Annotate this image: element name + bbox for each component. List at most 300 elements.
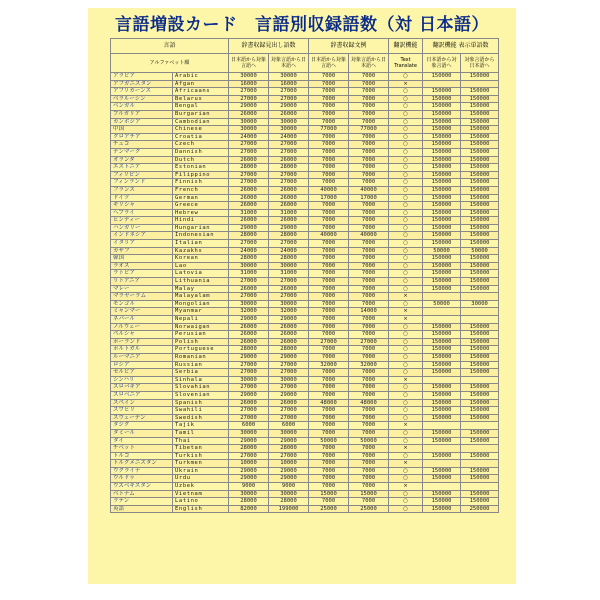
dict-examples-ja-to-target: 77000	[309, 126, 349, 134]
language-name-jp: オランダ	[111, 156, 173, 164]
language-name-en: Hebrew	[173, 209, 229, 217]
language-name-jp: ドイツ	[111, 194, 173, 202]
language-name-en: Turkmen	[173, 460, 229, 468]
language-name-jp: ヘブライ	[111, 209, 173, 217]
header-dict-headwords: 辞書収録見出し語数	[229, 39, 309, 54]
dict-headwords-target-to-ja: 27000	[269, 361, 309, 369]
table-row	[111, 118, 499, 126]
dict-examples-target-to-ja: 7000	[349, 422, 389, 430]
language-name-jp: スワヒリ	[111, 407, 173, 415]
dict-examples-ja-to-target: 7000	[309, 202, 349, 210]
dict-headwords-ja-to-target: 26000	[229, 194, 269, 202]
dict-examples-target-to-ja: 14000	[349, 308, 389, 316]
dict-examples-target-to-ja: 7000	[349, 262, 389, 270]
dict-examples-target-to-ja: 7000	[349, 110, 389, 118]
table-row	[111, 202, 499, 210]
dict-headwords-ja-to-target: 29000	[229, 475, 269, 483]
display-words-target-to-ja: 150000	[461, 331, 499, 339]
display-words-target-to-ja: 150000	[461, 126, 499, 134]
display-words-target-to-ja: 150000	[461, 407, 499, 415]
language-name-jp: ウルドゥ	[111, 475, 173, 483]
dict-headwords-ja-to-target: 26000	[229, 110, 269, 118]
dict-examples-target-to-ja: 7000	[349, 224, 389, 232]
language-name-en: Serbia	[173, 369, 229, 377]
dict-examples-target-to-ja: 7000	[349, 278, 389, 286]
dict-headwords-target-to-ja: 27000	[269, 141, 309, 149]
language-name-en: Filippino	[173, 171, 229, 179]
table-row	[111, 224, 499, 232]
dict-examples-target-to-ja: 7000	[349, 353, 389, 361]
display-words-ja-to-target: 150000	[423, 148, 461, 156]
display-words-target-to-ja: 150000	[461, 429, 499, 437]
language-name-en: Slovenian	[173, 391, 229, 399]
dict-headwords-ja-to-target: 28000	[229, 346, 269, 354]
dict-examples-ja-to-target: 7000	[309, 95, 349, 103]
language-name-jp: トルクメニスタン	[111, 460, 173, 468]
dict-headwords-target-to-ja: 27000	[269, 278, 309, 286]
display-words-target-to-ja: 150000	[461, 338, 499, 346]
dict-headwords-target-to-ja: 29000	[269, 437, 309, 445]
dict-examples-ja-to-target: 7000	[309, 384, 349, 392]
dict-headwords-target-to-ja: 30000	[269, 376, 309, 384]
display-words-ja-to-target: 150000	[423, 270, 461, 278]
language-name-en: Polish	[173, 338, 229, 346]
table-row	[111, 498, 499, 506]
table-row	[111, 285, 499, 293]
translation-mark: ○	[389, 278, 423, 286]
dict-examples-ja-to-target: 27000	[309, 338, 349, 346]
dict-examples-ja-to-target: 48000	[309, 399, 349, 407]
dict-examples-ja-to-target: 7000	[309, 293, 349, 301]
translation-mark: ○	[389, 88, 423, 96]
display-words-target-to-ja: 30000	[461, 300, 499, 308]
display-words-target-to-ja: 150000	[461, 118, 499, 126]
dict-headwords-ja-to-target: 26000	[229, 217, 269, 225]
dict-headwords-target-to-ja: 28000	[269, 346, 309, 354]
language-name-jp: ラテン	[111, 498, 173, 506]
dict-headwords-ja-to-target: 10000	[229, 460, 269, 468]
dict-headwords-ja-to-target: 28000	[229, 255, 269, 263]
translation-mark: ○	[389, 490, 423, 498]
display-words-target-to-ja	[461, 308, 499, 316]
dict-headwords-ja-to-target: 27000	[229, 384, 269, 392]
dict-examples-target-to-ja: 7000	[349, 95, 389, 103]
dict-examples-target-to-ja: 7000	[349, 445, 389, 453]
translation-mark: ×	[389, 460, 423, 468]
translation-mark: ○	[389, 331, 423, 339]
translation-mark: ○	[389, 285, 423, 293]
display-words-ja-to-target	[423, 483, 461, 491]
dict-examples-target-to-ja: 7000	[349, 156, 389, 164]
table-row	[111, 338, 499, 346]
dict-headwords-target-to-ja: 6000	[269, 422, 309, 430]
language-name-en: Chinese	[173, 126, 229, 134]
language-name-jp: ベトナム	[111, 490, 173, 498]
dict-headwords-ja-to-target: 30000	[229, 262, 269, 270]
dict-examples-ja-to-target: 7000	[309, 240, 349, 248]
subheader-ja-to-target: 日本語から対象言語へ	[229, 54, 269, 73]
dict-examples-ja-to-target: 7000	[309, 376, 349, 384]
display-words-target-to-ja: 150000	[461, 346, 499, 354]
language-name-jp: マラヤーラム	[111, 293, 173, 301]
language-name-jp: ロシア	[111, 361, 173, 369]
display-words-target-to-ja: 150000	[461, 103, 499, 111]
language-name-en: Dannish	[173, 148, 229, 156]
dict-examples-ja-to-target: 7000	[309, 148, 349, 156]
dict-examples-target-to-ja: 7000	[349, 80, 389, 88]
display-words-ja-to-target: 150000	[423, 429, 461, 437]
translation-mark: ○	[389, 73, 423, 81]
table-row	[111, 141, 499, 149]
display-words-ja-to-target: 150000	[423, 118, 461, 126]
dict-examples-target-to-ja: 15000	[349, 490, 389, 498]
dict-examples-ja-to-target: 7000	[309, 353, 349, 361]
language-name-en: Dutch	[173, 156, 229, 164]
language-name-jp: セルビア	[111, 369, 173, 377]
dict-headwords-target-to-ja: 27000	[269, 414, 309, 422]
display-words-target-to-ja: 150000	[461, 148, 499, 156]
subheader-row	[111, 54, 499, 73]
display-words-target-to-ja: 250000	[461, 505, 499, 513]
dict-examples-ja-to-target: 7000	[309, 88, 349, 96]
language-name-jp: ノルウェー	[111, 323, 173, 331]
language-name-en: Romanian	[173, 353, 229, 361]
table-row	[111, 407, 499, 415]
display-words-target-to-ja: 150000	[461, 194, 499, 202]
language-name-en: Finnish	[173, 179, 229, 187]
display-words-target-to-ja: 150000	[461, 437, 499, 445]
dict-examples-ja-to-target: 7000	[309, 308, 349, 316]
dict-examples-ja-to-target: 32000	[309, 361, 349, 369]
display-words-target-to-ja: 150000	[461, 73, 499, 81]
table-row	[111, 353, 499, 361]
dict-headwords-ja-to-target: 28000	[229, 445, 269, 453]
dict-headwords-ja-to-target: 30000	[229, 429, 269, 437]
language-name-jp: 韓国	[111, 255, 173, 263]
language-name-jp: ヒンディー	[111, 217, 173, 225]
language-name-en: Thai	[173, 437, 229, 445]
dict-headwords-ja-to-target: 26000	[229, 399, 269, 407]
dict-headwords-ja-to-target: 16000	[229, 80, 269, 88]
translation-mark: ×	[389, 316, 423, 324]
display-words-ja-to-target: 150000	[423, 338, 461, 346]
dict-examples-target-to-ja: 7000	[349, 331, 389, 339]
dict-headwords-ja-to-target: 24000	[229, 133, 269, 141]
language-name-en: Tibetan	[173, 445, 229, 453]
language-name-en: Vietnam	[173, 490, 229, 498]
display-words-target-to-ja	[461, 422, 499, 430]
dict-examples-target-to-ja: 7000	[349, 164, 389, 172]
table-row	[111, 376, 499, 384]
dict-examples-ja-to-target: 7000	[309, 467, 349, 475]
language-name-en: Latino	[173, 498, 229, 506]
table-row	[111, 331, 499, 339]
table-row	[111, 262, 499, 270]
subheader-target-to-ja: 対象言語から日本語へ	[461, 54, 499, 73]
display-words-ja-to-target: 150000	[423, 194, 461, 202]
page-title: 言語増設カード 言語別収録語数（対 日本語）	[115, 15, 489, 35]
dict-headwords-ja-to-target: 28000	[229, 232, 269, 240]
table-row	[111, 171, 499, 179]
display-words-ja-to-target: 150000	[423, 186, 461, 194]
display-words-ja-to-target: 150000	[423, 103, 461, 111]
dict-headwords-target-to-ja: 28000	[269, 255, 309, 263]
dict-headwords-ja-to-target: 30000	[229, 300, 269, 308]
translation-mark: ×	[389, 308, 423, 316]
translation-mark: ○	[389, 156, 423, 164]
language-name-en: Burgarian	[173, 110, 229, 118]
translation-mark: ○	[389, 179, 423, 187]
language-name-jp: スウェーデン	[111, 414, 173, 422]
dict-headwords-ja-to-target: 26000	[229, 202, 269, 210]
dict-headwords-target-to-ja: 27000	[269, 293, 309, 301]
dict-examples-target-to-ja: 7000	[349, 118, 389, 126]
dict-examples-ja-to-target: 7000	[309, 483, 349, 491]
language-name-en: Estonian	[173, 164, 229, 172]
dict-headwords-target-to-ja: 29000	[269, 353, 309, 361]
language-name-en: Lithuania	[173, 278, 229, 286]
display-words-ja-to-target: 150000	[423, 399, 461, 407]
dict-headwords-target-to-ja: 26000	[269, 331, 309, 339]
dict-examples-ja-to-target: 7000	[309, 475, 349, 483]
dict-examples-ja-to-target: 7000	[309, 179, 349, 187]
language-name-jp: ギリシャ	[111, 202, 173, 210]
table-row	[111, 179, 499, 187]
table-row	[111, 110, 499, 118]
dict-examples-target-to-ja: 27000	[349, 338, 389, 346]
display-words-ja-to-target: 50000	[423, 247, 461, 255]
display-words-target-to-ja: 150000	[461, 399, 499, 407]
display-words-ja-to-target: 150000	[423, 437, 461, 445]
display-words-ja-to-target: 150000	[423, 202, 461, 210]
display-words-ja-to-target: 150000	[423, 262, 461, 270]
translation-mark: ○	[389, 262, 423, 270]
dict-headwords-target-to-ja: 30000	[269, 73, 309, 81]
dict-headwords-ja-to-target: 26000	[229, 156, 269, 164]
language-name-jp: カンボジア	[111, 118, 173, 126]
table-row	[111, 217, 499, 225]
table-row	[111, 460, 499, 468]
display-words-target-to-ja: 150000	[461, 209, 499, 217]
translation-mark: ×	[389, 80, 423, 88]
language-name-en: Bengal	[173, 103, 229, 111]
dict-examples-target-to-ja: 50000	[349, 437, 389, 445]
display-words-ja-to-target: 150000	[423, 498, 461, 506]
translation-mark: ○	[389, 505, 423, 513]
table-row	[111, 429, 499, 437]
display-words-target-to-ja: 150000	[461, 384, 499, 392]
dict-headwords-target-to-ja: 26000	[269, 202, 309, 210]
translation-mark: ○	[389, 103, 423, 111]
dict-examples-target-to-ja: 7000	[349, 240, 389, 248]
display-words-ja-to-target: 150000	[423, 156, 461, 164]
dict-examples-target-to-ja: 17000	[349, 194, 389, 202]
dict-headwords-target-to-ja: 28000	[269, 498, 309, 506]
display-words-ja-to-target: 150000	[423, 285, 461, 293]
dict-examples-target-to-ja: 7000	[349, 384, 389, 392]
dict-headwords-ja-to-target: 26000	[229, 323, 269, 331]
display-words-target-to-ja: 150000	[461, 164, 499, 172]
translation-mark: ○	[389, 209, 423, 217]
display-words-target-to-ja: 150000	[461, 88, 499, 96]
display-words-ja-to-target: 150000	[423, 467, 461, 475]
table-row	[111, 278, 499, 286]
dict-headwords-ja-to-target: 29000	[229, 437, 269, 445]
translation-mark: ○	[389, 452, 423, 460]
header-translation-display: 翻訳機能 表示単語数	[423, 39, 499, 54]
table-row	[111, 156, 499, 164]
dict-examples-ja-to-target: 7000	[309, 171, 349, 179]
dict-examples-ja-to-target: 7000	[309, 346, 349, 354]
dict-examples-target-to-ja: 7000	[349, 460, 389, 468]
dict-headwords-ja-to-target: 26000	[229, 186, 269, 194]
language-name-en: Kazakhs	[173, 247, 229, 255]
display-words-target-to-ja	[461, 483, 499, 491]
language-name-en: Slovahian	[173, 384, 229, 392]
language-name-en: Arabic	[173, 73, 229, 81]
translation-mark: ○	[389, 164, 423, 172]
language-name-jp: マレー	[111, 285, 173, 293]
table-row	[111, 467, 499, 475]
translation-mark: ○	[389, 338, 423, 346]
dict-examples-target-to-ja: 7000	[349, 179, 389, 187]
display-words-target-to-ja: 150000	[461, 255, 499, 263]
dict-examples-ja-to-target: 7000	[309, 141, 349, 149]
subheader-text-translate: Text Translate	[389, 54, 423, 73]
table-row	[111, 232, 499, 240]
language-name-en: Africaans	[173, 88, 229, 96]
display-words-ja-to-target: 150000	[423, 240, 461, 248]
display-words-ja-to-target: 150000	[423, 126, 461, 134]
translation-mark: ○	[389, 118, 423, 126]
display-words-target-to-ja: 150000	[461, 171, 499, 179]
dict-examples-target-to-ja: 7000	[349, 293, 389, 301]
translation-mark: ○	[389, 240, 423, 248]
language-name-jp: フィンランド	[111, 179, 173, 187]
language-name-en: German	[173, 194, 229, 202]
display-words-target-to-ja	[461, 376, 499, 384]
language-name-en: Ukrain	[173, 467, 229, 475]
dict-examples-target-to-ja: 7000	[349, 270, 389, 278]
dict-examples-target-to-ja: 48000	[349, 399, 389, 407]
display-words-target-to-ja: 150000	[461, 467, 499, 475]
dict-headwords-target-to-ja: 26000	[269, 285, 309, 293]
language-name-en: Cambodian	[173, 118, 229, 126]
display-words-target-to-ja: 150000	[461, 186, 499, 194]
display-words-target-to-ja: 150000	[461, 498, 499, 506]
translation-mark: ○	[389, 232, 423, 240]
dict-examples-target-to-ja: 7000	[349, 148, 389, 156]
language-name-en: Korean	[173, 255, 229, 263]
table-row	[111, 483, 499, 491]
dict-headwords-ja-to-target: 27000	[229, 95, 269, 103]
language-name-jp: シンハリ	[111, 376, 173, 384]
display-words-ja-to-target: 150000	[423, 171, 461, 179]
dict-headwords-target-to-ja: 29000	[269, 224, 309, 232]
display-words-target-to-ja: 150000	[461, 224, 499, 232]
dict-examples-ja-to-target: 17000	[309, 194, 349, 202]
dict-headwords-ja-to-target: 26000	[229, 331, 269, 339]
display-words-target-to-ja: 150000	[461, 285, 499, 293]
language-name-jp: クロアチア	[111, 133, 173, 141]
dict-examples-ja-to-target: 7000	[309, 270, 349, 278]
dict-headwords-ja-to-target: 26000	[229, 285, 269, 293]
translation-mark: ○	[389, 95, 423, 103]
subheader-ja-to-target: 日本語から対象言語へ	[309, 54, 349, 73]
table-row	[111, 391, 499, 399]
dict-examples-target-to-ja: 7000	[349, 209, 389, 217]
display-words-target-to-ja: 150000	[461, 217, 499, 225]
language-name-jp: ミャンマー	[111, 308, 173, 316]
display-words-ja-to-target: 150000	[423, 141, 461, 149]
dict-examples-ja-to-target: 7000	[309, 445, 349, 453]
dict-headwords-ja-to-target: 30000	[229, 73, 269, 81]
language-name-jp: フィリピン	[111, 171, 173, 179]
display-words-ja-to-target	[423, 316, 461, 324]
dict-examples-ja-to-target: 7000	[309, 323, 349, 331]
language-name-jp: フランス	[111, 186, 173, 194]
display-words-ja-to-target	[423, 293, 461, 301]
display-words-ja-to-target: 150000	[423, 361, 461, 369]
dict-headwords-target-to-ja: 30000	[269, 262, 309, 270]
translation-mark: ○	[389, 414, 423, 422]
language-name-en: Czech	[173, 141, 229, 149]
dict-examples-ja-to-target: 7000	[309, 80, 349, 88]
language-name-en: Uzbek	[173, 483, 229, 491]
translation-mark: ○	[389, 148, 423, 156]
dict-examples-target-to-ja: 7000	[349, 202, 389, 210]
translation-mark: ○	[389, 300, 423, 308]
display-words-target-to-ja: 150000	[461, 232, 499, 240]
dict-headwords-target-to-ja: 27000	[269, 171, 309, 179]
display-words-ja-to-target: 150000	[423, 323, 461, 331]
language-name-jp: ポルトガル	[111, 346, 173, 354]
display-words-target-to-ja: 150000	[461, 156, 499, 164]
table-row	[111, 323, 499, 331]
display-words-target-to-ja: 150000	[461, 133, 499, 141]
language-name-jp: ネパール	[111, 316, 173, 324]
language-name-en: Tajik	[173, 422, 229, 430]
dict-headwords-target-to-ja: 28000	[269, 232, 309, 240]
dict-headwords-target-to-ja: 27000	[269, 384, 309, 392]
dict-examples-ja-to-target: 7000	[309, 369, 349, 377]
dict-examples-ja-to-target: 7000	[309, 133, 349, 141]
dict-examples-ja-to-target: 7000	[309, 156, 349, 164]
dict-headwords-ja-to-target: 31000	[229, 270, 269, 278]
table-row	[111, 293, 499, 301]
dict-headwords-target-to-ja: 26000	[269, 338, 309, 346]
dict-headwords-target-to-ja: 32000	[269, 308, 309, 316]
dict-examples-target-to-ja: 7000	[349, 376, 389, 384]
subheader-target-to-ja: 対象言語から日本語へ	[349, 54, 389, 73]
dict-examples-ja-to-target: 7000	[309, 300, 349, 308]
language-name-en: Norwaigan	[173, 323, 229, 331]
dict-headwords-ja-to-target: 28000	[229, 164, 269, 172]
translation-mark: ○	[389, 110, 423, 118]
dict-headwords-ja-to-target: 28000	[229, 498, 269, 506]
display-words-target-to-ja: 150000	[461, 278, 499, 286]
dict-examples-ja-to-target: 7000	[309, 285, 349, 293]
dict-headwords-target-to-ja: 26000	[269, 399, 309, 407]
display-words-ja-to-target: 150000	[423, 505, 461, 513]
language-name-en: Greece	[173, 202, 229, 210]
display-words-target-to-ja: 150000	[461, 240, 499, 248]
dict-examples-target-to-ja: 7000	[349, 247, 389, 255]
table-row	[111, 316, 499, 324]
display-words-ja-to-target: 150000	[423, 133, 461, 141]
translation-mark: ○	[389, 467, 423, 475]
language-name-jp: モンゴル	[111, 300, 173, 308]
